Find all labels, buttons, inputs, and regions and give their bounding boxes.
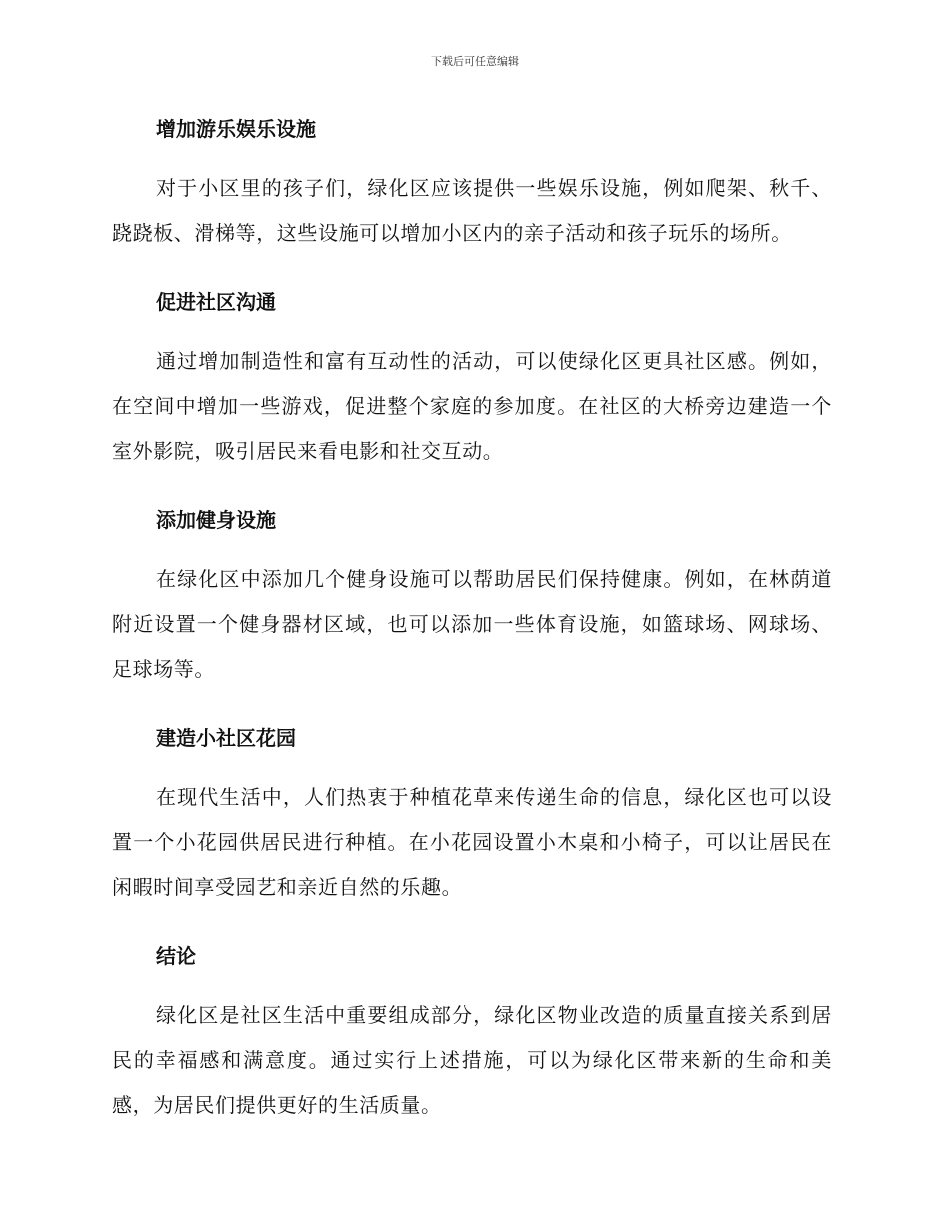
section-heading: 结论 [156, 944, 196, 968]
section-heading: 添加健身设施 [156, 508, 276, 532]
page-header-note: 下载后可任意编辑 [431, 55, 519, 68]
section-garden [112, 716, 832, 910]
section-paragraph: 绿化区是社区生活中重要组成部分，绿化区物业改造的质量直接关系到居民的幸福感和满意度。通过实行上述措施，可以为绿化区带来新的生命和美感，为居民们提供更好的生活质量。 [112, 1003, 832, 1117]
section-conclusion [112, 934, 832, 1128]
section-heading: 增加游乐娱乐设施 [156, 117, 316, 141]
document-body [112, 107, 832, 1152]
section-fitness [112, 498, 832, 692]
section-paragraph: 对于小区里的孩子们，绿化区应该提供一些娱乐设施，例如爬架、秋千、跷跷板、滑梯等，这些设施可以增加小区内的亲子活动和孩子玩乐的场所。 [112, 176, 832, 245]
section-heading: 建造小社区花园 [156, 726, 296, 750]
section-community [112, 280, 832, 474]
section-heading: 促进社区沟通 [156, 290, 276, 314]
section-recreation [112, 107, 832, 256]
section-paragraph: 在绿化区中添加几个健身设施可以帮助居民们保持健康。例如，在林荫道附近设置一个健身器材区域，也可以添加一些体育设施，如篮球场、网球场、足球场等。 [112, 567, 832, 681]
section-paragraph: 通过增加制造性和富有互动性的活动，可以使绿化区更具社区感。例如，在空间中增加一些游戏，促进整个家庭的参加度。在社区的大桥旁边建造一个室外影院，吸引居民来看电影和社交互动。 [112, 349, 832, 463]
section-paragraph: 在现代生活中，人们热衷于种植花草来传递生命的信息，绿化区也可以设置一个小花园供居民进行种植。在小花园设置小木桌和小椅子，可以让居民在闲暇时间享受园艺和亲近自然的乐趣。 [112, 785, 832, 899]
